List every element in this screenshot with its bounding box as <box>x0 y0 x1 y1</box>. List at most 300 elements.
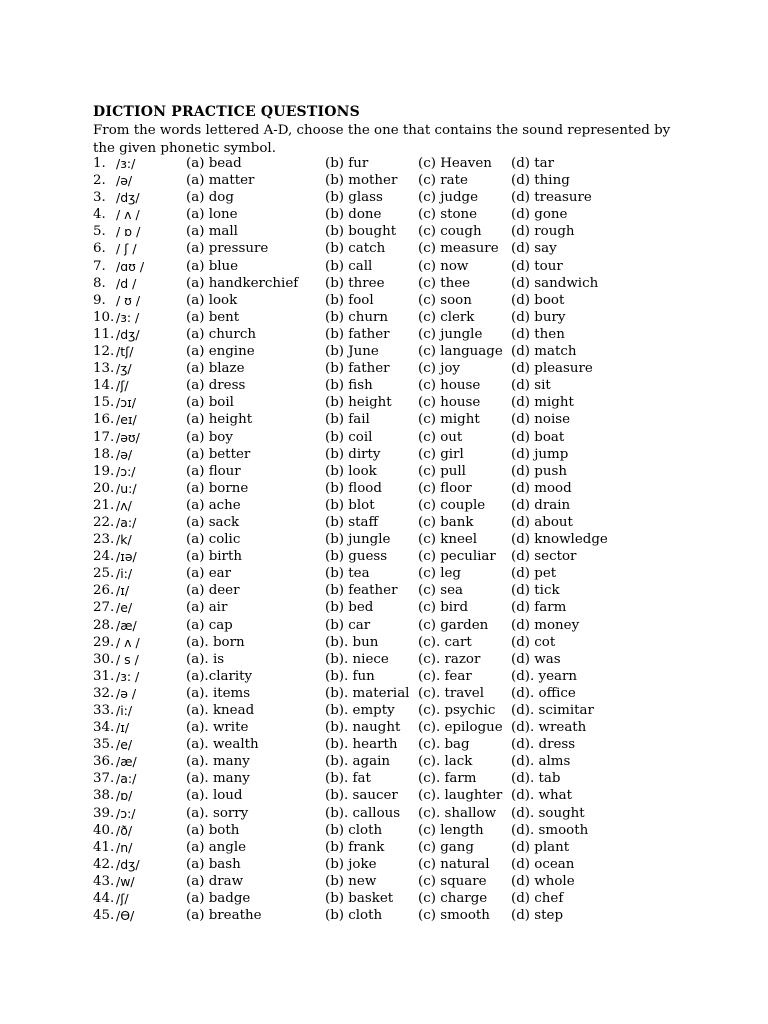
option-b: (b) done <box>325 207 382 223</box>
option-b: (b) father <box>325 326 390 342</box>
option-a: (a) church <box>186 326 256 342</box>
option-c: (c) cough <box>418 224 482 240</box>
question-number: 43. <box>93 873 115 889</box>
question-row <box>93 344 713 361</box>
question-number: 42. <box>93 856 115 872</box>
option-c: (c) house <box>418 395 481 411</box>
option-d: (d) cot <box>511 634 556 650</box>
option-a: (a) blue <box>186 258 239 274</box>
question-row <box>93 908 713 925</box>
option-b: (b). hearth <box>325 737 398 753</box>
option-b: (b) blot <box>325 497 375 513</box>
option-b: (b) tea <box>325 566 370 582</box>
option-a: (a) lone <box>186 207 238 223</box>
option-a: (a) badge <box>186 891 251 907</box>
question-number: 40. <box>93 822 115 838</box>
question-number: 24. <box>93 549 115 565</box>
option-c: (c) bank <box>418 514 474 530</box>
question-row <box>93 276 713 293</box>
question-row <box>93 669 713 686</box>
phonetic-symbol: /ɔ:/ <box>116 805 136 821</box>
question-row <box>93 840 713 857</box>
phonetic-symbol: /dʒ/ <box>116 326 140 342</box>
option-b: (b) look <box>325 463 377 479</box>
question-row <box>93 430 713 447</box>
option-c: (c) clerk <box>418 309 475 325</box>
phonetic-symbol: /ʌ/ <box>116 497 132 513</box>
option-c: (c) square <box>418 873 487 889</box>
question-row <box>93 549 713 566</box>
option-c: (c) might <box>418 412 480 428</box>
option-a: (a) mall <box>186 224 238 240</box>
option-b: (b) fail <box>325 412 370 428</box>
question-row <box>93 874 713 891</box>
option-a: (a) dog <box>186 190 234 206</box>
question-number: 33. <box>93 703 115 718</box>
phonetic-symbol: /æ/ <box>116 754 137 770</box>
option-d: (d) mood <box>511 480 572 496</box>
question-number: 36. <box>93 754 115 770</box>
question-row <box>93 600 713 617</box>
question-number: 12. <box>93 344 115 360</box>
option-d: (d). sought <box>511 805 585 821</box>
question-row <box>93 173 713 190</box>
option-c: (c) sea <box>418 583 463 599</box>
option-d: (d) knowledge <box>511 532 608 548</box>
option-d: (d) boat <box>511 429 565 445</box>
option-b: (b). fun <box>325 668 375 684</box>
phonetic-symbol: /ɜ: / <box>116 668 140 684</box>
option-a: (a) pressure <box>186 241 269 257</box>
option-c: (c) language <box>418 344 503 360</box>
question-number: 31. <box>93 668 115 684</box>
option-d: (d) sector <box>511 549 577 565</box>
phonetic-symbol: /e/ <box>116 600 133 616</box>
option-c: (c) stone <box>418 207 478 223</box>
question-row <box>93 686 713 703</box>
option-d: (d) jump <box>511 446 569 462</box>
option-a: (a) look <box>186 292 238 308</box>
option-d: (d) say <box>511 241 557 257</box>
question-number: 22. <box>93 514 115 530</box>
option-c: (c). lack <box>418 754 473 770</box>
question-number: 14. <box>93 378 115 394</box>
question-row <box>93 447 713 464</box>
phonetic-symbol: /ə/ <box>116 173 133 189</box>
option-d: (d) thing <box>511 173 570 189</box>
option-d: (d). smooth <box>511 822 589 838</box>
phonetic-symbol: /ʃ/ <box>116 891 129 907</box>
option-b: (b) cloth <box>325 908 383 924</box>
phonetic-symbol: /ð/ <box>116 822 133 838</box>
option-d: (d) step <box>511 908 564 924</box>
question-number: 45. <box>93 908 115 924</box>
phonetic-symbol: /ɔ:/ <box>116 463 136 479</box>
question-number: 3. <box>93 190 106 206</box>
question-row <box>93 207 713 224</box>
option-a: (a) better <box>186 446 251 462</box>
question-number: 5. <box>93 224 106 240</box>
question-number: 21. <box>93 497 115 513</box>
phonetic-symbol: /ɪ/ <box>116 583 130 599</box>
option-d: (d) might <box>511 395 574 411</box>
option-a: (a) flour <box>186 463 241 479</box>
option-d: (d) chef <box>511 891 564 907</box>
phonetic-symbol: /ʒ/ <box>116 361 132 377</box>
phonetic-symbol: /dʒ/ <box>116 856 140 872</box>
question-number: 34. <box>93 720 115 736</box>
document-title: DICTION PRACTICE QUESTIONS <box>93 104 360 120</box>
option-d: (d). tab <box>511 771 561 787</box>
option-a: (a).clarity <box>186 668 253 684</box>
question-row <box>93 327 713 344</box>
phonetic-symbol: /ɜ:/ <box>116 156 136 171</box>
option-a: (a) borne <box>186 480 249 496</box>
phonetic-symbol: /ɜ: / <box>116 309 140 325</box>
option-b: (b) father <box>325 361 390 377</box>
option-b: (b). material <box>325 685 410 701</box>
option-b: (b) fur <box>325 156 369 171</box>
option-c: (c). epilogue <box>418 720 503 736</box>
option-d: (d). alms <box>511 754 571 770</box>
phonetic-symbol: / ʌ / <box>116 207 140 223</box>
option-c: (c) leg <box>418 566 461 582</box>
option-c: (c) couple <box>418 497 486 513</box>
question-row <box>93 891 713 908</box>
option-c: (c). fear <box>418 668 472 684</box>
option-d: (d) pet <box>511 566 557 582</box>
phonetic-symbol: / ʌ / <box>116 634 140 650</box>
option-a: (a) cap <box>186 617 233 633</box>
option-c: (c) natural <box>418 856 490 872</box>
phonetic-symbol: / ɒ / <box>116 224 141 240</box>
question-number: 6. <box>93 241 106 257</box>
phonetic-symbol: /Ɵ/ <box>116 908 135 924</box>
option-b: (b) joke <box>325 856 377 872</box>
option-d: (d) push <box>511 463 567 479</box>
question-number: 17. <box>93 429 115 445</box>
option-d: (d) about <box>511 514 573 530</box>
option-b: (b). bun <box>325 634 379 650</box>
phonetic-symbol: /a:/ <box>116 514 137 530</box>
question-number: 39. <box>93 805 115 821</box>
option-b: (b) new <box>325 873 377 889</box>
question-row <box>93 498 713 515</box>
question-number: 9. <box>93 292 106 308</box>
phonetic-symbol: /i:/ <box>116 566 133 582</box>
question-number: 8. <box>93 275 106 291</box>
option-d: (d). dress <box>511 737 576 753</box>
option-b: (b) June <box>325 344 379 360</box>
question-row <box>93 566 713 583</box>
phonetic-symbol: / s / <box>116 651 139 667</box>
option-d: (d) sandwich <box>511 275 599 291</box>
option-b: (b) three <box>325 275 385 291</box>
phonetic-symbol: /n/ <box>116 839 133 855</box>
option-c: (c) house <box>418 378 481 394</box>
option-d: (d) pleasure <box>511 361 593 377</box>
question-number: 7. <box>93 258 106 274</box>
option-d: (d) farm <box>511 600 567 616</box>
option-a: (a) matter <box>186 173 255 189</box>
option-b: (b) call <box>325 258 373 274</box>
question-number: 29. <box>93 634 115 650</box>
question-list <box>93 156 713 925</box>
option-c: (c). farm <box>418 771 477 787</box>
question-row <box>93 361 713 378</box>
option-b: (b). fat <box>325 771 371 787</box>
option-a: (a) blaze <box>186 361 245 377</box>
option-b: (b) flood <box>325 480 382 496</box>
question-row <box>93 464 713 481</box>
question-number: 20. <box>93 480 115 496</box>
option-a: (a). sorry <box>186 805 249 821</box>
option-b: (b) catch <box>325 241 386 257</box>
phonetic-symbol: / ʃ / <box>116 241 137 257</box>
option-a: (a) sack <box>186 514 240 530</box>
question-number: 1. <box>93 156 106 171</box>
phonetic-symbol: /ə / <box>116 685 137 701</box>
question-number: 44. <box>93 891 115 907</box>
option-c: (c) out <box>418 429 463 445</box>
phonetic-symbol: / ʊ / <box>116 292 141 308</box>
question-row <box>93 823 713 840</box>
option-c: (c). laughter <box>418 788 503 804</box>
option-c: (c) peculiar <box>418 549 496 565</box>
question-row <box>93 703 713 720</box>
option-b: (b) height <box>325 395 392 411</box>
phonetic-symbol: /ɒ/ <box>116 788 133 804</box>
question-number: 13. <box>93 361 115 377</box>
option-b: (b) jungle <box>325 532 391 548</box>
option-a: (a) dress <box>186 378 246 394</box>
option-a: (a). knead <box>186 703 255 718</box>
question-number: 16. <box>93 412 115 428</box>
question-row <box>93 293 713 310</box>
option-b: (b) coil <box>325 429 373 445</box>
option-a: (a). items <box>186 685 251 701</box>
question-row <box>93 583 713 600</box>
phonetic-symbol: /əʊ/ <box>116 429 140 445</box>
question-number: 32. <box>93 685 115 701</box>
option-d: (d). wreath <box>511 720 587 736</box>
option-d: (d) ocean <box>511 856 575 872</box>
phonetic-symbol: /ʃ/ <box>116 378 129 394</box>
option-b: (b). empty <box>325 703 395 718</box>
option-a: (a) deer <box>186 583 240 599</box>
question-row <box>93 754 713 771</box>
option-a: (a) height <box>186 412 253 428</box>
option-a: (a) air <box>186 600 228 616</box>
option-d: (d). what <box>511 788 572 804</box>
phonetic-symbol: /æ/ <box>116 617 137 633</box>
option-b: (b) mother <box>325 173 398 189</box>
option-d: (d) whole <box>511 873 575 889</box>
option-a: (a) draw <box>186 873 244 889</box>
option-d: (d) noise <box>511 412 571 428</box>
option-b: (b) fool <box>325 292 374 308</box>
option-b: (b) guess <box>325 549 388 565</box>
question-row <box>93 481 713 498</box>
option-c: (c). bag <box>418 737 470 753</box>
option-a: (a) angle <box>186 839 247 855</box>
option-c: (c) kneel <box>418 532 478 548</box>
option-c: (c) measure <box>418 241 499 257</box>
option-c: (c) now <box>418 258 469 274</box>
option-d: (d) was <box>511 651 561 667</box>
question-row <box>93 737 713 754</box>
option-b: (b) basket <box>325 891 394 907</box>
question-row <box>93 532 713 549</box>
option-d: (d) rough <box>511 224 575 240</box>
question-row <box>93 190 713 207</box>
option-c: (c) judge <box>418 190 479 206</box>
question-number: 19. <box>93 463 115 479</box>
option-a: (a) bent <box>186 309 240 325</box>
question-number: 4. <box>93 207 106 223</box>
question-row <box>93 515 713 532</box>
option-a: (a). write <box>186 720 249 736</box>
option-c: (c). razor <box>418 651 481 667</box>
phonetic-symbol: /ɑʊ / <box>116 258 145 274</box>
option-c: (c) thee <box>418 275 471 291</box>
phonetic-symbol: /ɪə/ <box>116 549 137 565</box>
option-d: (d) treasure <box>511 190 592 206</box>
option-b: (b) car <box>325 617 371 633</box>
option-a: (a). born <box>186 634 245 650</box>
option-c: (c) bird <box>418 600 469 616</box>
instructions-text: From the words lettered A-D, choose the one that contains the sound represented by the given phonetic symbol. <box>93 123 671 156</box>
option-b: (b) cloth <box>325 822 383 838</box>
option-c: (c) garden <box>418 617 489 633</box>
option-a: (a) breathe <box>186 908 262 924</box>
phonetic-symbol: /dʒ/ <box>116 190 140 206</box>
option-d: (d) money <box>511 617 580 633</box>
option-c: (c) floor <box>418 480 472 496</box>
question-row <box>93 241 713 258</box>
option-c: (c) soon <box>418 292 472 308</box>
question-number: 28. <box>93 617 115 633</box>
option-c: (c) pull <box>418 463 466 479</box>
option-b: (b) staff <box>325 514 379 530</box>
question-number: 26. <box>93 583 115 599</box>
option-d: (d) then <box>511 326 565 342</box>
option-d: (d) match <box>511 344 577 360</box>
option-b: (b) glass <box>325 190 383 206</box>
option-a: (a) colic <box>186 532 241 548</box>
phonetic-symbol: /u:/ <box>116 480 137 496</box>
option-a: (a) bead <box>186 156 242 171</box>
option-b: (b) fish <box>325 378 373 394</box>
question-number: 2. <box>93 173 106 189</box>
phonetic-symbol: /d / <box>116 275 137 291</box>
option-a: (a). is <box>186 651 225 667</box>
question-row <box>93 652 713 669</box>
option-c: (c) length <box>418 822 484 838</box>
option-b: (b). callous <box>325 805 401 821</box>
question-row <box>93 771 713 788</box>
option-d: (d). office <box>511 685 576 701</box>
option-a: (a). loud <box>186 788 243 804</box>
option-d: (d) drain <box>511 497 571 513</box>
option-c: (c). travel <box>418 685 484 701</box>
phonetic-symbol: /eɪ/ <box>116 412 137 428</box>
question-number: 18. <box>93 446 115 462</box>
option-c: (c) girl <box>418 446 464 462</box>
phonetic-symbol: /e/ <box>116 737 133 753</box>
phonetic-symbol: /ə/ <box>116 446 133 462</box>
option-b: (b) bed <box>325 600 374 616</box>
question-number: 25. <box>93 566 115 582</box>
option-d: (d) gone <box>511 207 568 223</box>
option-c: (c) rate <box>418 173 468 189</box>
phonetic-symbol: /k/ <box>116 532 132 548</box>
option-b: (b) frank <box>325 839 385 855</box>
question-number: 23. <box>93 532 115 548</box>
option-d: (d) tour <box>511 258 563 274</box>
option-a: (a). many <box>186 771 250 787</box>
phonetic-symbol: /i:/ <box>116 703 133 718</box>
option-c: (c). cart <box>418 634 472 650</box>
option-a: (a) both <box>186 822 240 838</box>
question-number: 11. <box>93 326 115 342</box>
question-row <box>93 310 713 327</box>
question-row <box>93 618 713 635</box>
option-a: (a) ear <box>186 566 231 582</box>
option-c: (c) gang <box>418 839 474 855</box>
question-number: 30. <box>93 651 115 667</box>
phonetic-symbol: /ɔɪ/ <box>116 395 136 411</box>
option-d: (d) boot <box>511 292 565 308</box>
option-b: (b). again <box>325 754 390 770</box>
option-d: (d) tar <box>511 156 555 171</box>
option-b: (b) churn <box>325 309 389 325</box>
option-d: (d) plant <box>511 839 570 855</box>
question-row <box>93 806 713 823</box>
phonetic-symbol: /w/ <box>116 873 135 889</box>
question-row <box>93 635 713 652</box>
option-a: (a) handkerchief <box>186 275 299 291</box>
option-c: (c) jungle <box>418 326 483 342</box>
question-row <box>93 224 713 241</box>
option-a: (a). many <box>186 754 250 770</box>
option-b: (b). niece <box>325 651 389 667</box>
question-row <box>93 720 713 737</box>
option-d: (d). yearn <box>511 668 578 684</box>
option-b: (b). naught <box>325 720 401 736</box>
option-d: (d) bury <box>511 309 566 325</box>
question-row <box>93 378 713 395</box>
option-a: (a). wealth <box>186 737 259 753</box>
question-row <box>93 156 713 173</box>
option-b: (b). saucer <box>325 788 398 804</box>
question-row <box>93 259 713 276</box>
option-c: (c) joy <box>418 361 460 377</box>
option-a: (a) bash <box>186 856 241 872</box>
option-b: (b) bought <box>325 224 397 240</box>
question-number: 41. <box>93 839 115 855</box>
option-a: (a) ache <box>186 497 241 513</box>
option-d: (d). scimitar <box>511 703 594 718</box>
question-row <box>93 395 713 412</box>
option-a: (a) birth <box>186 549 242 565</box>
option-c: (c). psychic <box>418 703 496 718</box>
option-a: (a) boil <box>186 395 234 411</box>
question-number: 35. <box>93 737 115 753</box>
option-a: (a) boy <box>186 429 233 445</box>
option-a: (a) engine <box>186 344 255 360</box>
phonetic-symbol: /a:/ <box>116 771 137 787</box>
